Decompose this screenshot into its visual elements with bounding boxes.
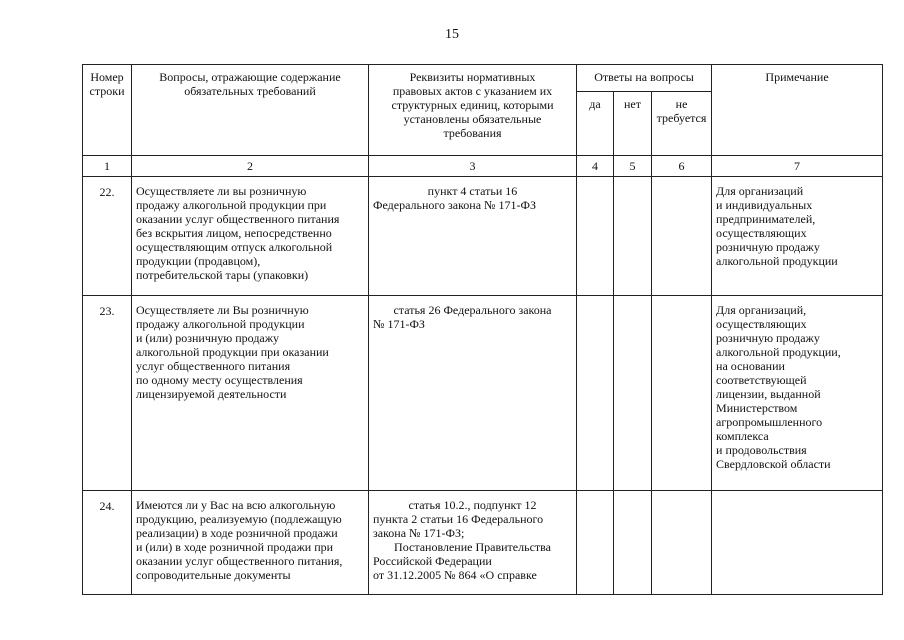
question-line: реализации) в ходе розничной продажи — [136, 526, 338, 540]
answer-yes-cell[interactable] — [577, 491, 614, 595]
question-cell — [132, 296, 369, 491]
question-line: осуществляющим отпуск алкогольной — [136, 240, 333, 254]
reference-line: закона № 171-ФЗ; — [373, 526, 465, 540]
note-line: лицензии, выданной — [716, 387, 821, 401]
note-line: агропромышленного — [716, 415, 823, 429]
row-number: 24. — [83, 491, 132, 595]
question-cell — [132, 177, 369, 296]
note-line: Для организаций — [716, 184, 804, 198]
note-line: и продовольствия — [716, 443, 807, 457]
header-no: нет — [614, 92, 652, 156]
answer-not-required-cell[interactable] — [652, 491, 712, 595]
table-row — [83, 296, 883, 491]
question-line: продажу алкогольной продукции — [136, 317, 305, 331]
question-line: услуг общественного питания — [136, 359, 291, 373]
question-line: алкогольной продукции при оказании — [136, 345, 329, 359]
question-line: оказании услуг общественного питания, — [136, 554, 343, 568]
requirements-table — [82, 64, 883, 595]
question-line: продукции (продавцом), — [136, 254, 261, 268]
note-line: и индивидуальных — [716, 198, 813, 212]
column-number: 6 — [652, 156, 712, 177]
reference-line: пункта 2 статьи 16 Федерального — [373, 512, 544, 526]
note-line: алкогольной продукции, — [716, 345, 841, 359]
question-line: без вскрытия лицом, непосредственно — [136, 226, 332, 240]
note-cell — [712, 491, 883, 595]
note-line: розничную продажу — [716, 240, 820, 254]
question-line: и (или) в ходе розничной продажи при — [136, 540, 334, 554]
reference-cell — [369, 296, 577, 491]
note-cell — [712, 296, 883, 491]
note-line: осуществляющих — [716, 317, 807, 331]
reference-line: Постановление Правительства — [394, 540, 551, 554]
header-row-number: Номер строки — [83, 65, 132, 156]
reference-line: № 171-ФЗ — [373, 317, 425, 331]
column-number: 3 — [369, 156, 577, 177]
note-line: Свердловской области — [716, 457, 831, 471]
question-line: Осуществляете ли вы розничную — [136, 184, 307, 198]
reference-line: Российской Федерации — [373, 554, 492, 568]
question-line: лицензируемой деятельности — [136, 387, 287, 401]
column-number: 5 — [614, 156, 652, 177]
header-row — [83, 65, 883, 92]
reference-line: статья 26 Федерального закона — [393, 303, 552, 317]
note-line: алкогольной продукции — [716, 254, 838, 268]
header-notes: Примечание — [712, 65, 883, 156]
note-line: Министерством — [716, 401, 798, 415]
header-answers: Ответы на вопросы — [577, 65, 712, 92]
answer-not-required-cell[interactable] — [652, 177, 712, 296]
note-line: Для организаций, — [716, 303, 807, 317]
answer-no-cell[interactable] — [614, 491, 652, 595]
note-line: предпринимателей, — [716, 212, 816, 226]
reference-line: пункт 4 статьи 16 — [427, 184, 518, 198]
row-number: 23. — [83, 296, 132, 491]
question-line: продукцию, реализуемую (подлежащую — [136, 512, 342, 526]
note-line: соответствующей — [716, 373, 807, 387]
column-number: 4 — [577, 156, 614, 177]
question-line: продажу алкогольной продукции при — [136, 198, 327, 212]
column-number: 1 — [83, 156, 132, 177]
note-line: осуществляющих — [716, 226, 807, 240]
header-not-required: не требуется — [652, 92, 712, 156]
header-yes: да — [577, 92, 614, 156]
question-line: оказании услуг общественного питания — [136, 212, 340, 226]
question-line: Осуществляете ли Вы розничную — [136, 303, 309, 317]
question-line: и (или) розничную продажу — [136, 331, 280, 345]
column-number: 2 — [132, 156, 369, 177]
column-number-row — [83, 156, 883, 177]
page-number: 15 — [445, 27, 459, 42]
question-line: потребительской тары (упаковки) — [136, 268, 309, 282]
reference-cell — [369, 491, 577, 595]
answer-yes-cell[interactable] — [577, 296, 614, 491]
note-line: розничную продажу — [716, 331, 820, 345]
answer-no-cell[interactable] — [614, 177, 652, 296]
reference-line: статья 10.2., подпункт 12 — [408, 498, 537, 512]
answer-yes-cell[interactable] — [577, 177, 614, 296]
row-number: 22. — [83, 177, 132, 296]
answer-not-required-cell[interactable] — [652, 296, 712, 491]
question-line: Имеются ли у Вас на всю алкогольную — [136, 498, 336, 512]
question-cell — [132, 491, 369, 595]
note-line: комплекса — [716, 429, 769, 443]
question-line: по одному месту осуществления — [136, 373, 303, 387]
reference-line: Федерального закона № 171-ФЗ — [373, 198, 536, 212]
note-cell — [712, 177, 883, 296]
column-number: 7 — [712, 156, 883, 177]
header-legal-references: Реквизиты нормативных правовых актов с указанием их структурных единиц, которыми установлены обязательные требования — [369, 65, 577, 156]
answer-no-cell[interactable] — [614, 296, 652, 491]
reference-cell — [369, 177, 577, 296]
reference-line: от 31.12.2005 № 864 «О справке — [373, 568, 537, 582]
note-line: на основании — [716, 359, 785, 373]
table-row — [83, 491, 883, 595]
question-line: сопроводительные документы — [136, 568, 291, 582]
table-row — [83, 177, 883, 296]
header-questions: Вопросы, отражающие содержание обязательных требований — [132, 65, 369, 156]
